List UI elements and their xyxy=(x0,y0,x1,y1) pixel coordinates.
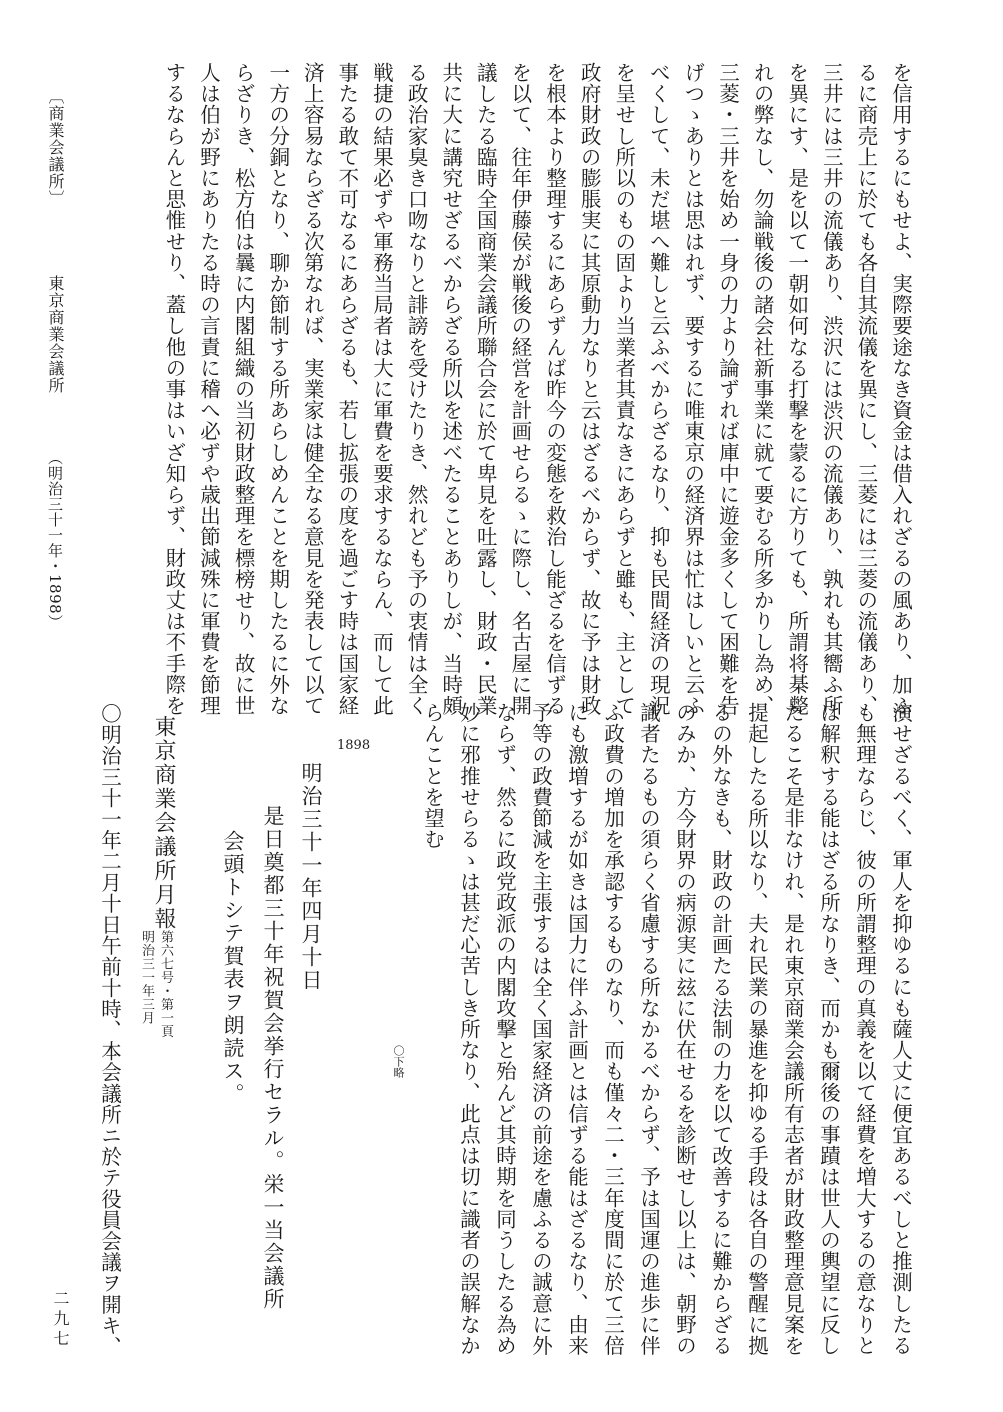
source-sub-2: 明治三一年三月 xyxy=(139,930,154,1025)
header-date: （明治三十一年・1898） xyxy=(46,450,64,630)
lower-columns-line: は解釈する能はざる所なりき、而かも爾後の事蹟は世人の輿望に反し xyxy=(816,702,841,1357)
lower-columns-line: 妙に邪推せらるゝは甚だ心苦しき所なり、此点は切に識者の誤解なか xyxy=(456,702,481,1357)
lower-columns-line: たるこそ是非なけれ、是れ東京商業会議所有志者が財政整理意見案を xyxy=(780,702,805,1357)
upper-columns-line: れの弊なし、勿論戦後の諸会社新事業に就て要むる所多かりし為め、 xyxy=(750,62,775,717)
upper-columns-line: を根本より整理するにあらずんば昨今の変態を救治し能ざるを信ずる xyxy=(542,62,567,717)
source-title: 東京商業会議所月報 xyxy=(151,715,176,931)
header-source: 東京商業会議所 xyxy=(46,275,65,394)
lower-columns-line: るの外なきも、財政の計画たる法制の力を以て改善するに難からざる xyxy=(708,702,733,1357)
upper-columns-line: 事たる敢て不可なるにあらざるも、若し拡張の度を過ごす時は国家経 xyxy=(334,62,359,717)
source-sub-1: 第六七号・第一頁 xyxy=(158,930,173,1038)
lower-columns-line: にも激増するが如きは国力に伴ふ計画とは信ずる能はざるなり、由来 xyxy=(564,702,589,1357)
end-note: 〇下略 xyxy=(392,1045,405,1078)
upper-columns-line: 人は伯が野にありたる時の言責に稽へ必ずや歳出節減殊に軍費を節理 xyxy=(196,62,221,717)
entry-line-1: 是日奠都三十年祝賀会挙行セラル。栄一当会議所 xyxy=(261,805,285,1311)
lower-columns-line: 識者たるもの須らく省慮する所なかるべからず、予は国運の進歩に伴 xyxy=(636,702,661,1357)
lower-columns-line: 予等の政費節減を主張するは全く国家経済の前途を慮ふるの誠意に外 xyxy=(528,702,553,1357)
upper-columns-line: 三菱・三井を始め一身の力より論ずれば庫中に遊金多くして困難を告 xyxy=(715,62,740,717)
lower-columns-line: 演せざるべく、軍人を抑ゆるにも薩人丈に便宜あるべしと推測したる xyxy=(888,702,913,1357)
lower-columns-line: ふ政費の増加を承認するものなり、而も僅々二・三年度間に於て三倍 xyxy=(600,702,625,1357)
entry-date: 明治三十一年四月十日 xyxy=(299,762,323,992)
upper-columns-line: 一方の分銅となり、聊か節制する所あらしめんことを期したるに外な xyxy=(265,62,290,717)
upper-columns-line: 政府財政の膨脹実に其原動力なりと云はざるべからず、故に予は財政 xyxy=(577,62,602,717)
upper-columns-line: を呈せし所以のもの固より当業者其責なきにあらずと雖も、主として xyxy=(611,62,636,717)
upper-columns-line: 三井には三井の流儀あり、渋沢には渋沢の流儀あり、孰れも其嚮ふ所 xyxy=(819,62,844,717)
last-line: 〇明治三十一年二月十日午前十時、本会議所ニ於テ役員会議ヲ開キ、 xyxy=(97,703,122,1358)
upper-columns-line: るに商売上に於ても各自其流儀を異にし、三菱には三菱の流儀あり、 xyxy=(853,62,878,717)
upper-columns-line: 議したる臨時全国商業会議所聯合会に於て卑見を吐露し、財政・民業 xyxy=(473,62,498,717)
header-section: 〔商業会議所〕 xyxy=(46,88,65,207)
upper-columns-line: するならんと思惟せり、蓋し他の事はいざ知らず、財政丈は不手際を xyxy=(161,62,186,717)
page-number: 二九七 xyxy=(51,1290,70,1350)
upper-columns-line: らざりき、松方伯は曩に内閣組織の当初財政整理を標榜せり、故に世 xyxy=(231,62,256,717)
lower-columns-line: らんことを望む xyxy=(420,702,445,850)
upper-columns-line: げつゝありとは思はれず、要するに唯東京の経済界は忙はしいと云ふ xyxy=(680,62,705,717)
lower-columns-line: 提起したる所以なり、夫れ民業の暴進を抑ゆる手段は各自の警醒に拠 xyxy=(744,702,769,1357)
entry-year: 1898 xyxy=(337,738,371,753)
entry-line-2: 会頭トシテ賀表ヲ朗読ス。 xyxy=(221,830,245,1106)
lower-columns-line: も無理ならじ、彼の所謂整理の真義を以て経費を増大するの意なりと xyxy=(852,702,877,1357)
upper-columns-line: 共に大に講究せざるべからざる所以を述べたることありしが、当時頗 xyxy=(438,62,463,717)
lower-columns-line: ならず、然るに政党政派の内閣攻撃と殆んど其時期を同うしたる為め xyxy=(492,702,517,1357)
upper-columns-line: を以て、往年伊藤侯が戦後の経営を計画せらるゝに際し、名古屋に開 xyxy=(507,62,532,717)
upper-columns-line: 済上容易ならざる次第なれば、実業家は健全なる意見を発表して以て xyxy=(300,62,325,717)
upper-columns-line: 戦捷の結果必ずや軍務当局者は大に軍費を要求するならん、而して此 xyxy=(369,62,394,717)
upper-columns-line: る政治家臭き口吻なりと誹謗を受けたりき、然れども予の衷情は全く xyxy=(404,62,429,717)
upper-columns-line: を信用するにもせよ、実際要途なき資金は借入れざるの風あり、加ふ xyxy=(888,62,913,717)
lower-columns-line: のみか、方今財界の病源実に玆に伏在せるを診断せし以上は、朝野の xyxy=(672,702,697,1357)
upper-columns-line: べくして、未だ堪へ難しと云ふべからざるなり、抑も民間経済の現況 xyxy=(646,62,671,717)
upper-columns-line: を異にす、是を以て一朝如何なる打撃を蒙るに方りても、所謂将棊斃 xyxy=(784,62,809,717)
